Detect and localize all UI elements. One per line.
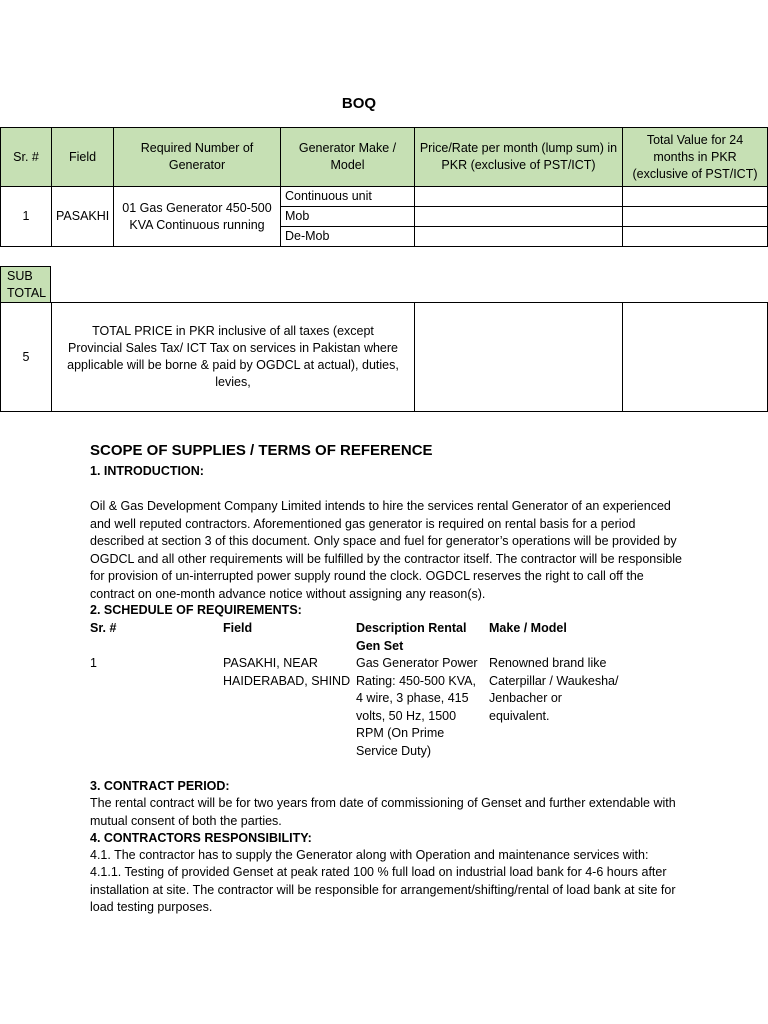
row-item-mob: Mob — [281, 207, 415, 227]
row-item-demob: De-Mob — [281, 227, 415, 247]
contract-text: The rental contract will be for two years from date of commissioning of Genset and further extendable with mutual consent of both the parties. — [90, 796, 676, 828]
responsibility-4-1-1: 4.1.1. Testing of provided Genset at peak rated 100 % full load on industrial load bank for 4-6 hours after installation at site. The contractor will be responsible for arrangement/shifting/rental of load bank at site for load testing purposes. — [90, 865, 676, 914]
total-price-table — [0, 302, 768, 412]
total-cell — [623, 207, 768, 227]
col-header-sr: Sr. # — [1, 128, 52, 187]
schedule-header-field: Field — [223, 621, 253, 635]
schedule-make: Renowned brand like Caterpillar / Waukesha/ Jenbacher or equivalent. — [489, 656, 619, 723]
responsibility-4-1: 4.1. The contractor has to supply the Generator along with Operation and maintenance services with: — [90, 848, 649, 862]
total-sr: 5 — [1, 303, 52, 412]
price-cell — [415, 207, 623, 227]
price-cell — [415, 187, 623, 207]
schedule-sr: 1 — [90, 656, 97, 670]
boq-table — [0, 127, 768, 247]
schedule-header-description: Description Rental Gen Set — [356, 621, 467, 653]
schedule-field: PASAKHI, NEAR HAIDERABAD, SHIND — [223, 656, 351, 688]
total-cell — [623, 187, 768, 207]
price-cell — [415, 227, 623, 247]
total-value-cell — [623, 303, 768, 412]
table-row — [1, 187, 768, 207]
schedule-heading: 2. SCHEDULE OF REQUIREMENTS: — [90, 603, 302, 617]
total-price-cell — [415, 303, 623, 412]
schedule-description: Gas Generator Power Rating: 450-500 KVA, 4 wire, 3 phase, 415 volts, 50 Hz, 1500 RPM (On Prime Service Duty) — [356, 656, 478, 758]
row-sr: 1 — [1, 187, 52, 247]
boq-title: BOQ — [341, 95, 377, 112]
intro-heading: 1. INTRODUCTION: — [90, 464, 204, 478]
responsibility-heading: 4. CONTRACTORS RESPONSIBILITY: — [90, 831, 312, 845]
row-item-continuous: Continuous unit — [281, 187, 415, 207]
col-header-field: Field — [52, 128, 114, 187]
col-header-total: Total Value for 24 months in PKR (exclusive of PST/ICT) — [623, 128, 768, 187]
col-header-price: Price/Rate per month (lump sum) in PKR (exclusive of PST/ICT) — [415, 128, 623, 187]
row-field: PASAKHI — [52, 187, 114, 247]
boq-header-row — [1, 128, 768, 187]
subtotal-table — [0, 266, 51, 303]
contract-heading: 3. CONTRACT PERIOD: — [90, 779, 230, 793]
total-price-text: TOTAL PRICE in PKR inclusive of all taxes (except Provincial Sales Tax/ ICT Tax on services in Pakistan where applicable will be borne & paid by OGDCL at actual), duties, levies, — [52, 303, 415, 412]
col-header-make: Generator Make / Model — [281, 128, 415, 187]
col-header-required: Required Number of Generator — [114, 128, 281, 187]
intro-text: Oil & Gas Development Company Limited intends to hire the services rental Generator of an experienced and well reputed contractors. Aforementioned gas generator is required on rental basis for a period described at section 3 of this document. Only space and fuel for generator’s operations will be provided by OGDCL and all other requirements will be fulfilled by the contractor itself. The contractor will be responsible for provision of un-interrupted power supply round the clock. OGDCL reserves the right to call off the contract on one-month advance notice without assigning any reason(s). — [90, 499, 682, 601]
subtotal-label: SUB TOTAL — [1, 267, 51, 303]
schedule-header-make: Make / Model — [489, 621, 567, 635]
schedule-header-sr: Sr. # — [90, 621, 117, 635]
row-required: 01 Gas Generator 450-500 KVA Continuous running — [114, 187, 281, 247]
total-cell — [623, 227, 768, 247]
scope-heading: SCOPE OF SUPPLIES / TERMS OF REFERENCE — [90, 442, 433, 459]
